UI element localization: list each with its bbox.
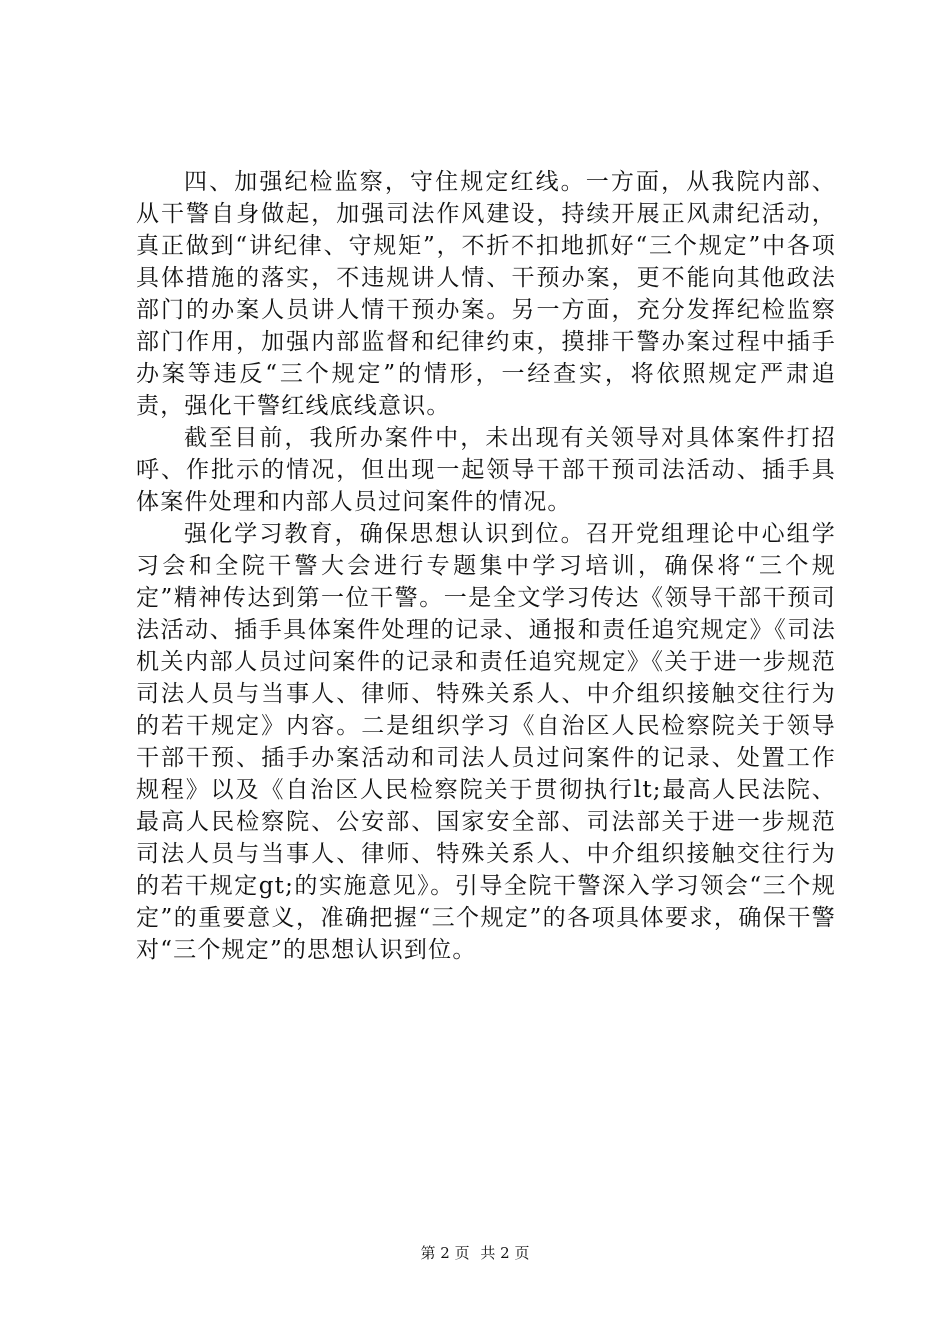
paragraph-case-status: 截至目前，我所办案件中，未出现有关领导对具体案件打招呼、作批示的情况，但出现一起领导干部干预司法活动、插手具体案件处理和内部人员过问案件的情况。 (136, 425, 836, 515)
document-body (136, 166, 836, 966)
paragraph-study-education: 强化学习教育，确保思想认识到位。召开党组理论中心组学习会和全院干警大会进行专题集中学习培训，确保将“三个规定”精神传达到第一位干警。一是全文学习传达《领导干部干预司法活动、插手具体案件处理的记录、通报和责任追究规定》《司法机关内部人员过问案件的记录和责任追究规定》《关于进一步规范司法人员与当事人、律师、特殊关系人、中介组织接触交往行为的若干规定》内容。二是组织学习《自治区人民检察院关于领导干部干预、插手办案活动和司法人员过问案件的记录、处置工作规程》以及《自治区人民检察院关于贯彻执行lt;最高人民法院、最高人民检察院、公安部、国家安全部、司法部关于进一步规范司法人员与当事人、律师、特殊关系人、中介组织接触交往行为的若干规定gt;的实施意见》。引导全院干警深入学习领会“三个规定”的重要意义，准确把握“三个规定”的各项具体要求，确保干警对“三个规定”的思想认识到位。 (136, 521, 836, 963)
paragraph-discipline-inspection: 四、加强纪检监察，守住规定红线。一方面，从我院内部、从干警自身做起，加强司法作风建设，持续开展正风肃纪活动，真正做到“讲纪律、守规矩”，不折不扣地抓好“三个规定”中各项具体措施的落实，不违规讲人情、干预办案，更不能向其他政法部门的办案人员讲人情干预办案。另一方面，充分发挥纪检监察部门作用，加强内部监督和纪律约束，摸排干警办案过程中插手办案等违反“三个规定”的情形，一经查实，将依照规定严肃追责，强化干警红线底线意识。 (136, 169, 836, 419)
page-total: 共 2 页 (480, 1244, 530, 1262)
page-footer (0, 1243, 950, 1263)
page-number: 第 2 页 (420, 1244, 470, 1262)
